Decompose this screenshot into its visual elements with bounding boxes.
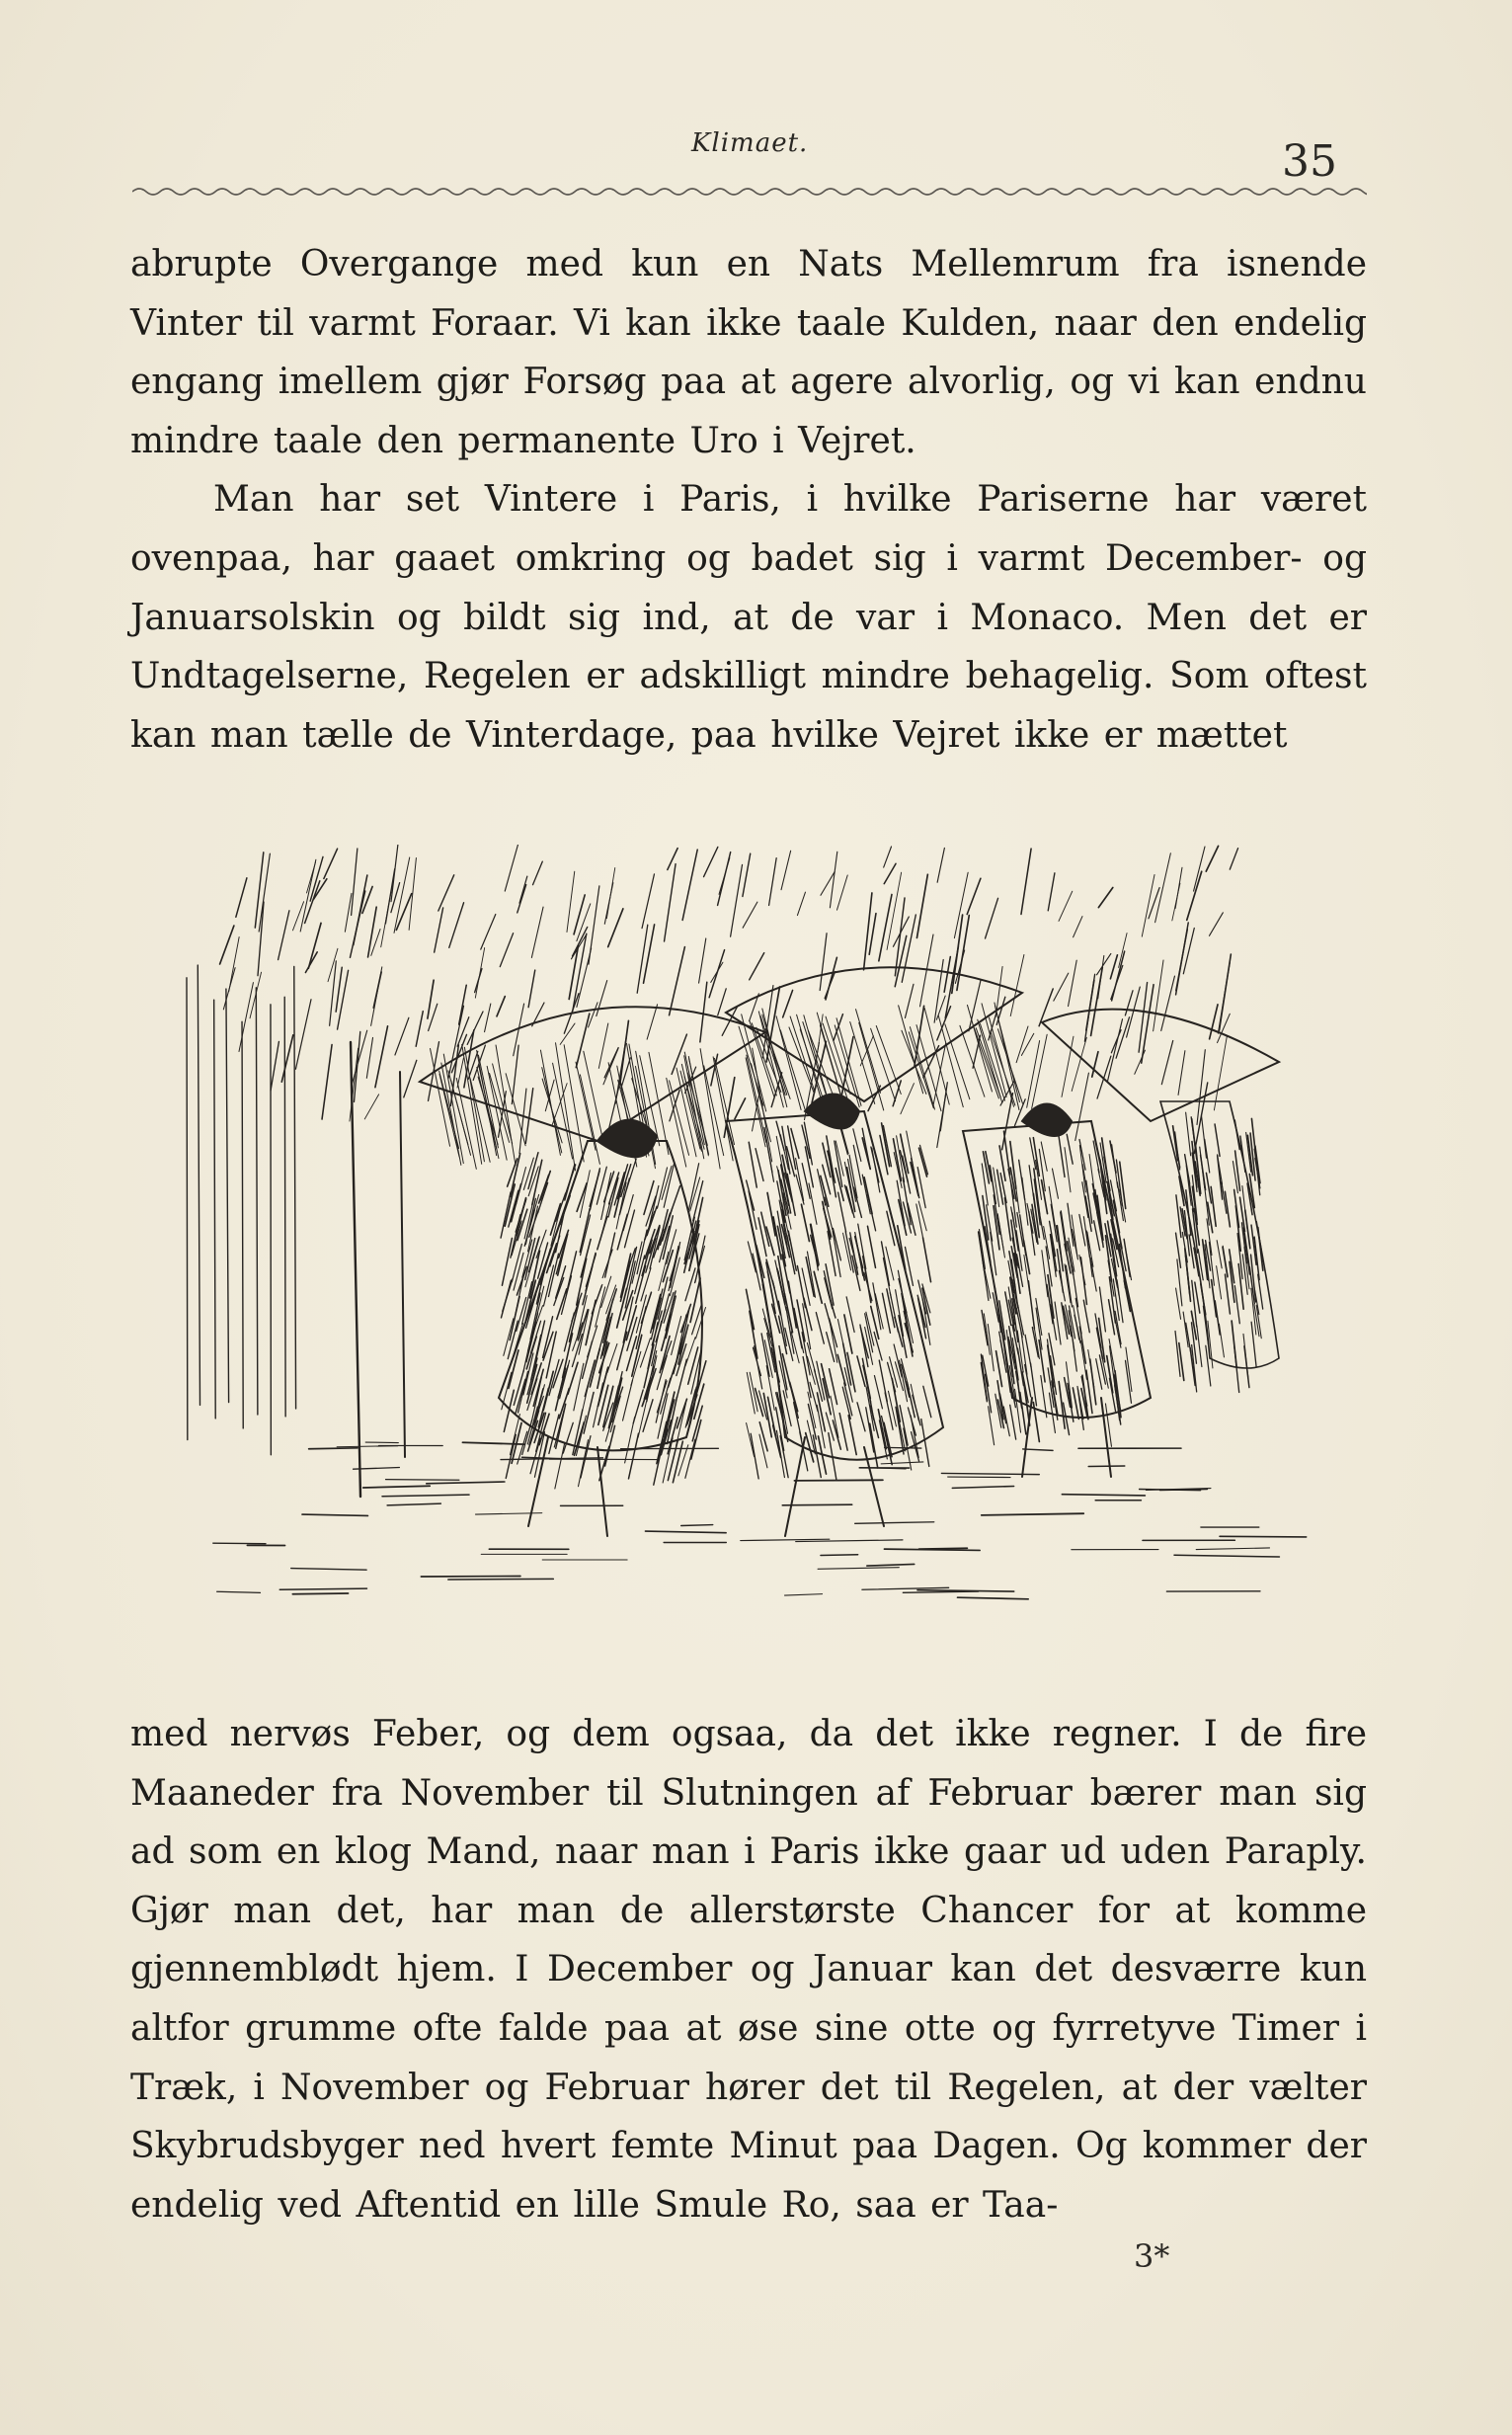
running-title: Klimaet. <box>691 128 809 158</box>
decorative-wave-rule <box>132 182 1367 202</box>
text-block-top <box>130 235 1367 765</box>
signature-mark: 3* <box>1134 2237 1170 2275</box>
paragraph: abrupte Overgange med kun en Nats Mellemrum fra isnende Vinter til varmt Foraar. Vi kan ikke taale Kulden, naar den endelig engang imellem gjør Forsøg paa at agere alvorlig, og vi kan endnu mindre taale den permanente Uro i Vejret. <box>130 244 1367 461</box>
text-block-bottom <box>130 1705 1367 2234</box>
rain-street-illustration <box>173 845 1333 1635</box>
paragraph: med nervøs Feber, og dem ogsaa, da det ikke regner. I de fire Maaneder fra November til Slutningen af Februar bærer man sig ad som en klog Mand, naar man i Paris ikke gaar ud uden Paraply. Gjør man det, har man de allerstørste Chancer for at komme gjennemblødt hjem. I December og Januar kan det desværre kun altfor grumme ofte falde paa at øse sine otte og fyrretyve Timer i Træk, i November og Februar hører det til Regelen, at der vælter Skybrudsbyger ned hvert femte Minut paa Dagen. Og kommer der endelig ved Aftentid en lille Smule Ro, saa er Taa- <box>130 1714 1367 2226</box>
page-number: 35 <box>1282 136 1337 187</box>
paragraph: Man har set Vintere i Paris, i hvilke Pariserne har været ovenpaa, har gaaet omkring og badet sig i varmt December- og Januarsolskin og bildt sig ind, at de var i Monaco. Men det er Undtagelserne, Regelen er adskilligt mindre behagelig. Som oftest kan man tælle de Vinterdage, paa hvilke Vejret ikke er mættet <box>130 479 1367 756</box>
